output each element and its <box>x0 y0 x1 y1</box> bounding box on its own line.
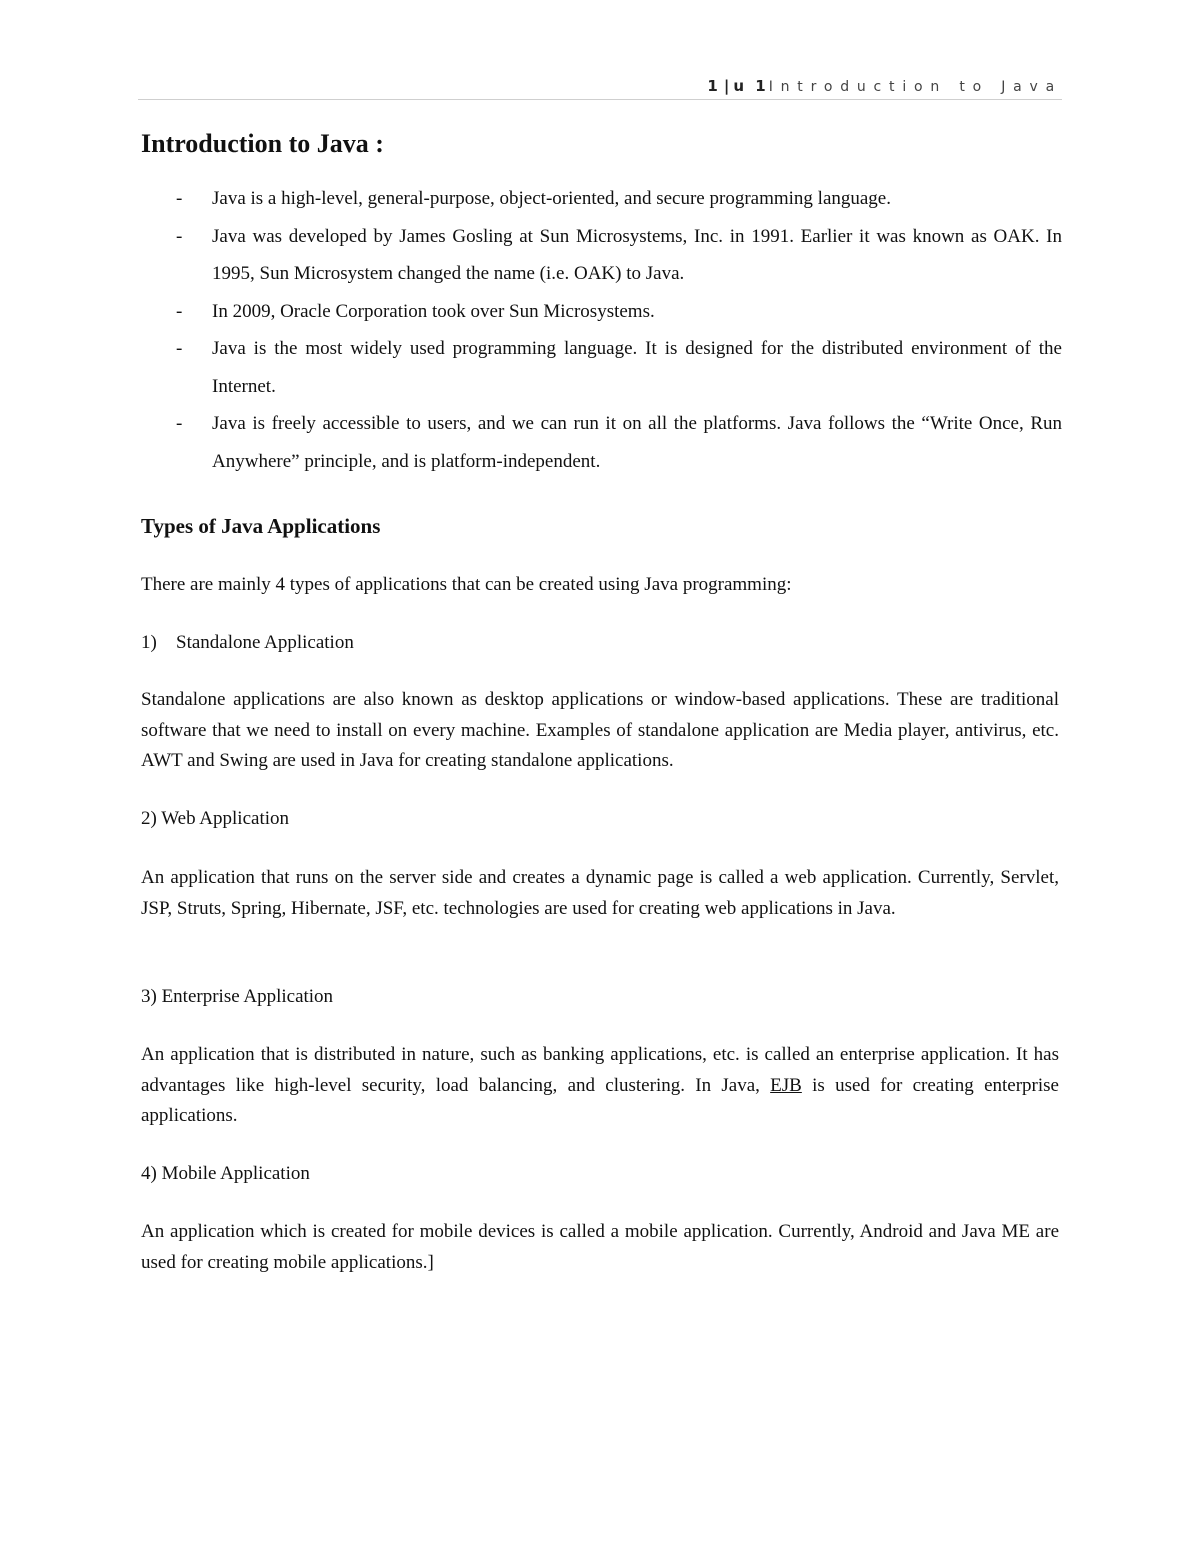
list-item-text: Java is freely accessible to users, and we can run it on all the platforms. Java follows the “Write Once, Run Anywhere” principle, and is platform-independent. <box>212 413 1062 472</box>
bullet-dash: - <box>176 413 183 434</box>
page-header <box>138 72 1062 100</box>
app-heading-text: Web Application <box>161 808 289 829</box>
list-item <box>138 405 1062 480</box>
web-heading <box>141 804 289 834</box>
bullet-dash: - <box>176 300 183 322</box>
page-number: 1 <box>707 77 718 95</box>
app-number: 2) <box>141 808 157 829</box>
app-number: 3) <box>141 986 157 1007</box>
enterprise-text-before-link: An application that is distributed in nature, such as banking applications, etc. is called an enterprise application. It has advantages like high-level security, load balancing, and clustering. In Java, <box>141 1044 1059 1096</box>
app-number: 1) <box>141 632 157 653</box>
list-item <box>138 293 1062 331</box>
standalone-heading <box>141 628 354 658</box>
mobile-heading <box>141 1159 310 1189</box>
app-heading-text: Enterprise Application <box>161 986 334 1007</box>
list-item-text: Java is a high-level, general-purpose, object-oriented, and secure programming language. <box>212 188 891 209</box>
enterprise-text-after-link: is used for creating enterprise applications. <box>141 1074 1059 1126</box>
list-item-text: Java was developed by James Gosling at Sun Microsystems, Inc. in 1991. Earlier it was known as OAK. In 1995, Sun Microsystem changed the name (i.e. OAK) to Java. <box>212 225 1062 284</box>
section-title: Types of Java Applications <box>141 514 381 538</box>
app-number: 4) <box>141 1163 157 1184</box>
intro-bullet-list <box>138 180 1062 480</box>
app-heading-text: Standalone Application <box>176 632 354 653</box>
bullet-dash: - <box>176 338 183 359</box>
list-item <box>138 218 1062 293</box>
mobile-description: An application which is created for mobile devices is called a mobile application. Currently, Android and Java ME are used for creating mobile applications.] <box>141 1221 1059 1273</box>
header-unit: u 1 <box>733 77 769 95</box>
bullet-dash: - <box>176 188 183 209</box>
list-item-text: Java is the most widely used programming language. It is designed for the distributed environment of the Internet. <box>212 338 1062 397</box>
bullet-dash: - <box>176 225 183 247</box>
header-separator: | <box>723 77 730 95</box>
enterprise-heading <box>141 982 333 1012</box>
list-item <box>138 330 1062 405</box>
list-item <box>138 180 1062 218</box>
app-heading-text: Mobile Application <box>161 1163 310 1184</box>
web-description: An application that runs on the server side and creates a dynamic page is called a web application. Currently, Servlet, JSP, Struts, Spring, Hibernate, JSF, etc. technologies are used for creating web applications in Java. <box>141 867 1059 919</box>
section-intro: There are mainly 4 types of applications that can be created using Java programming: <box>141 574 792 595</box>
list-item-text: In 2009, Oracle Corporation took over Sun Microsystems. <box>212 300 655 322</box>
ejb-link[interactable]: EJB <box>770 1074 802 1096</box>
standalone-description: Standalone applications are also known as desktop applications or window-based applications. These are traditional software that we need to install on every machine. Examples of standalone application are Media player, antivirus, etc. AWT and Swing are used in Java for creating standalone applications. <box>141 689 1059 771</box>
header-title: Introduction to Java <box>768 79 1062 95</box>
page-title: Introduction to Java : <box>141 129 384 158</box>
enterprise-description <box>141 1040 1059 1132</box>
